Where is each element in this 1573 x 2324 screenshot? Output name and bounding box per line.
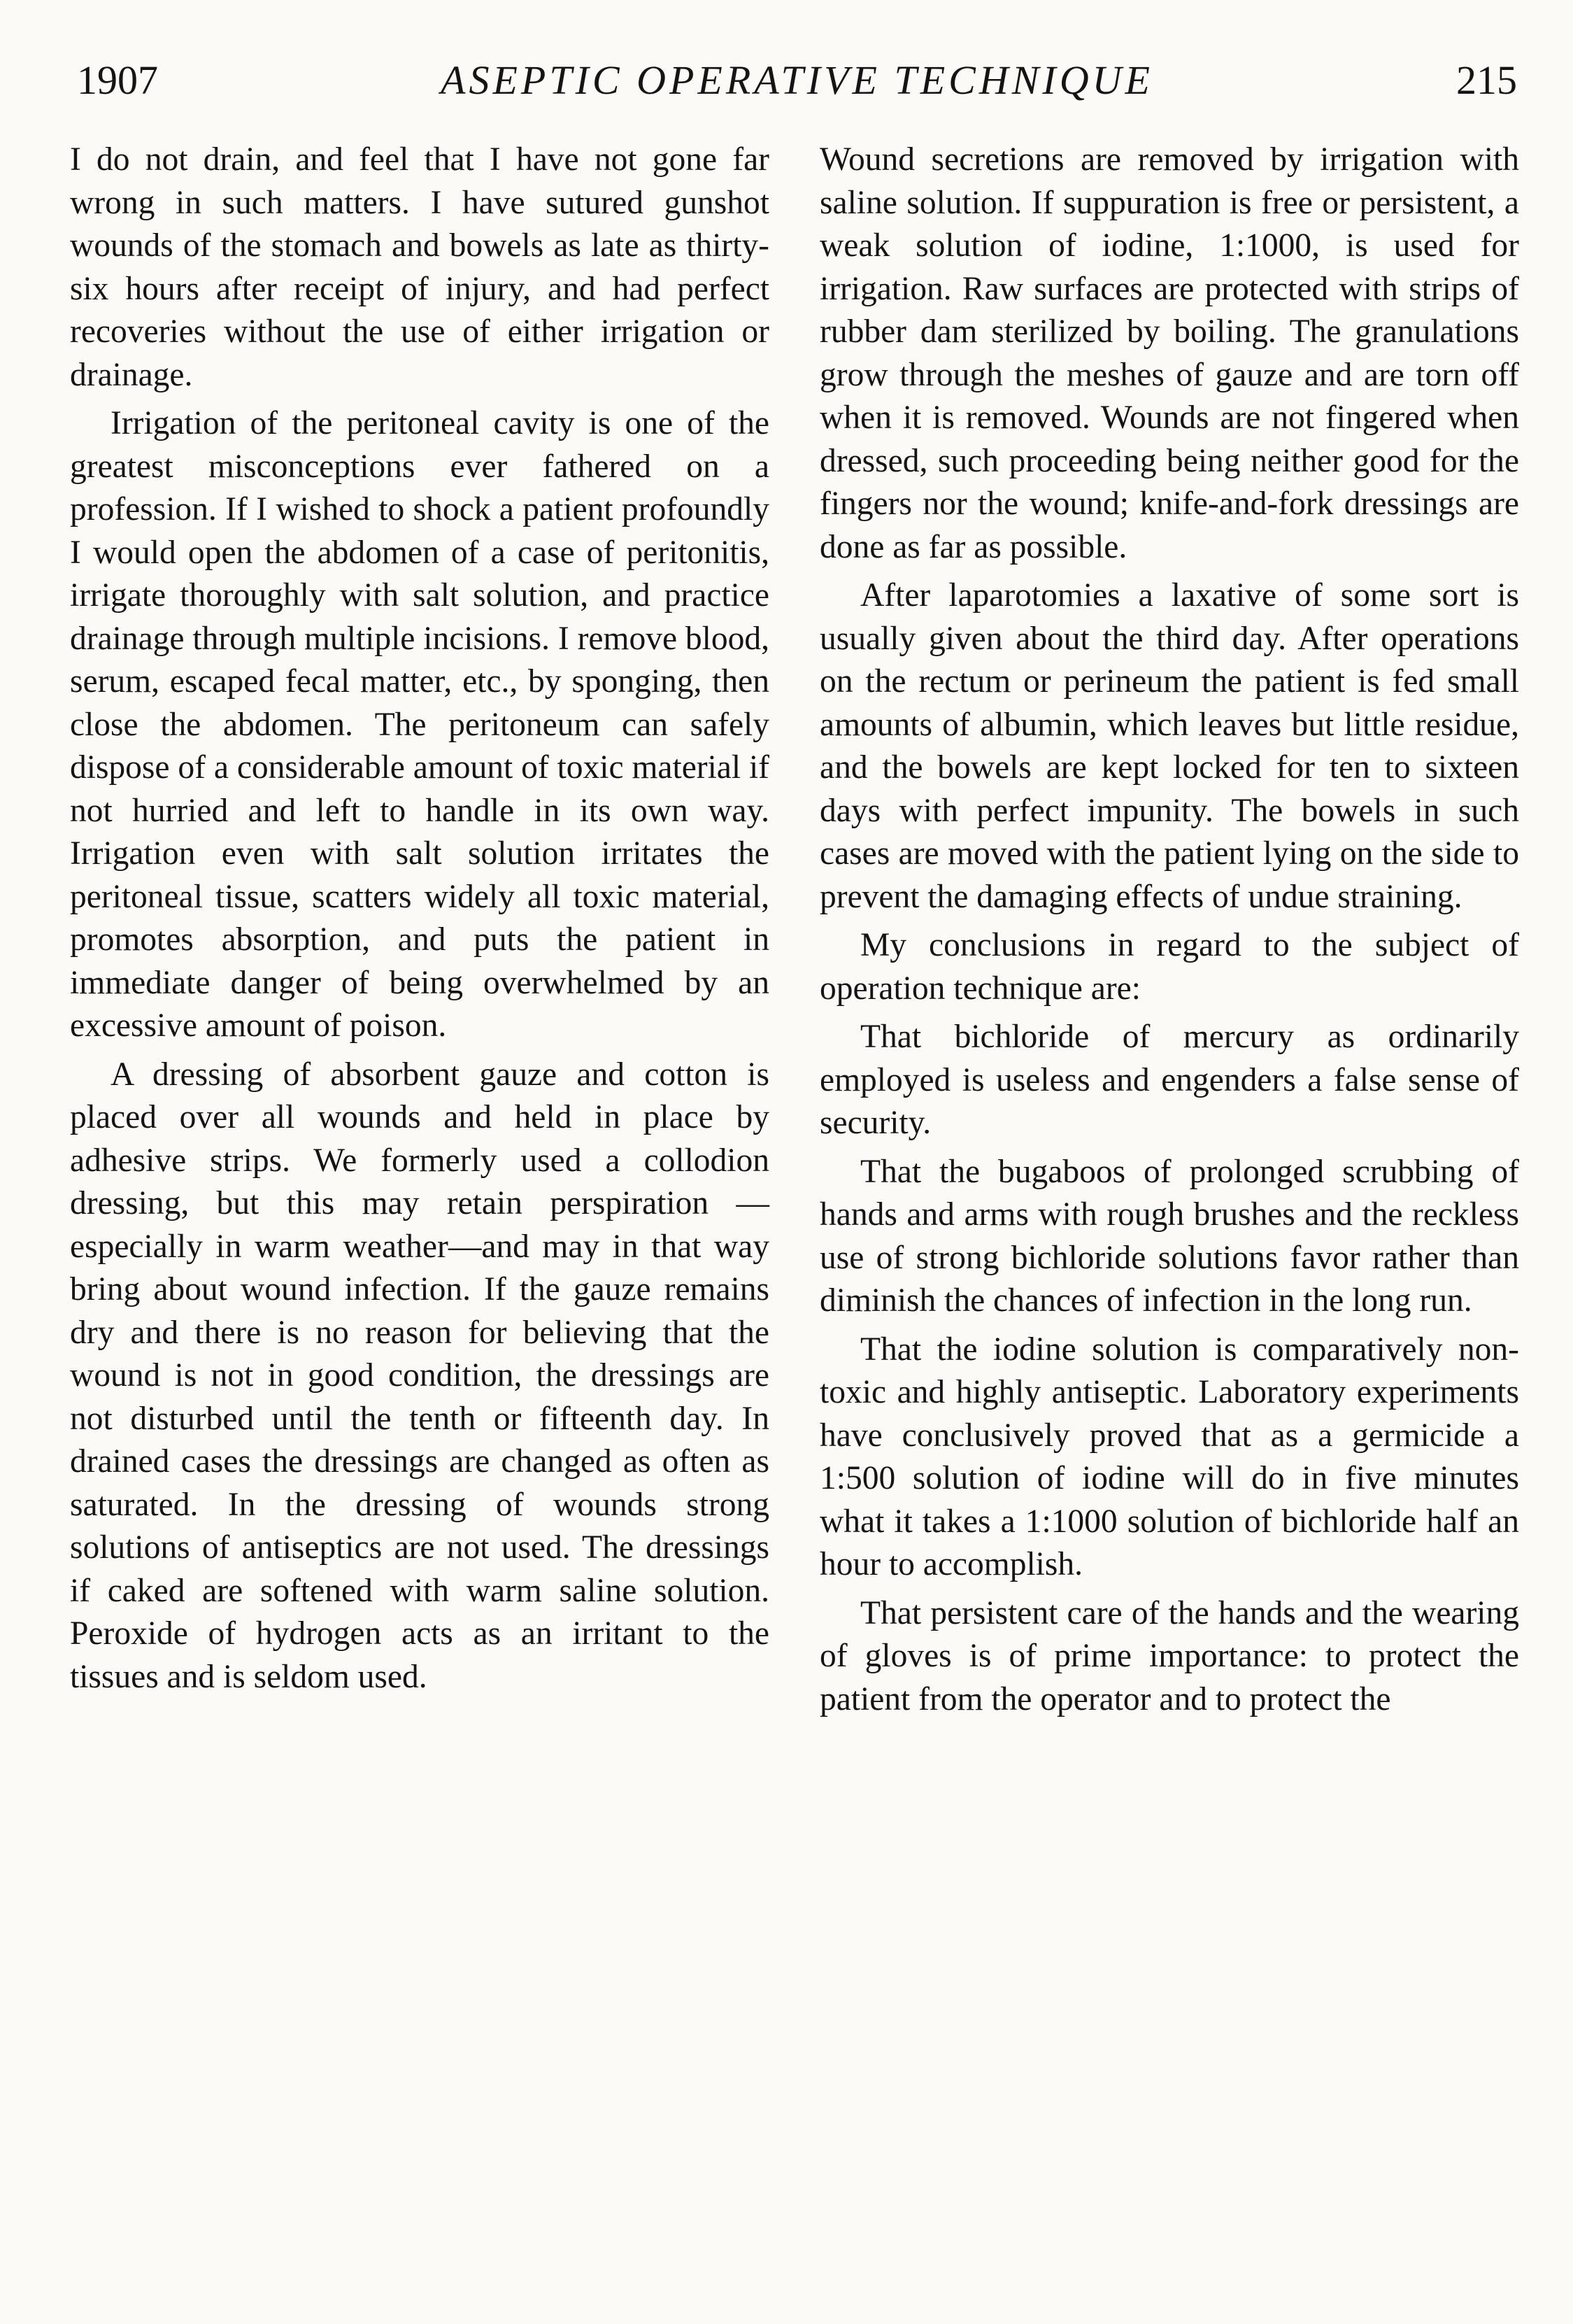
paragraph: I do not drain, and feel that I have not gone far wrong in such matters. I have sutured gunshot wounds of the stomach and bowels as late as thirty-six hours after receipt of injury, and had perfect recoveries without the use of either irrigation or drainage. xyxy=(70,141,769,393)
page-number: 215 xyxy=(1456,57,1517,103)
paragraph: A dressing of absorbent gauze and cotton is placed over all wounds and held in place by adhesive strips. We formerly used a collodion dressing, but this may retain perspiration —especially in warm weather—and may in that way bring about wound infection. If the gauze remains dry and there is no reason for believing that the wound is not in good condition, the dressings are not disturbed until the tenth or fifteenth day. In drained cases the dressings are changed as often as saturated. In the dressing of wounds strong solutions of antiseptics are not used. The dressings if caked are softened with warm saline solution. Peroxide of hydrogen acts as an irritant to the tissues and is seldom used. xyxy=(70,1056,769,1695)
left-column xyxy=(70,139,769,1704)
right-column xyxy=(820,139,1519,1727)
paragraph: That the iodine solution is comparatively non-toxic and highly antiseptic. Laboratory experiments have conclusively proved that as a germicide a 1:500 solution of iodine will do in five minutes what it takes a 1:1000 solution of bichloride half an hour to accomplish. xyxy=(820,1331,1519,1582)
paragraph: Wound secretions are removed by irrigation with saline solution. If suppuration is free or persistent, a weak solution of iodine, 1:1000, is used for irrigation. Raw surfaces are protected with strips of rubber dam sterilized by boiling. The granulations grow through the meshes of gauze and are torn off when it is removed. Wounds are not fingered when dressed, such proceeding being neither good for the fingers nor the wound; knife-and-fork dressings are done as far as possible. xyxy=(820,141,1519,565)
running-header xyxy=(77,49,1517,112)
header-year: 1907 xyxy=(77,57,158,103)
paragraph: That bichloride of mercury as ordinarily employed is useless and engenders a false sense of security. xyxy=(820,1019,1519,1141)
paragraph: After laparotomies a laxative of some sort is usually given about the third day. After operations on the rectum or perineum the patient is fed small amounts of albumin, which leaves but little residue, and the bowels are kept locked for ten to sixteen days with perfect impunity. The bowels in such cases are moved with the patient lying on the side to prevent the damaging effects of undue straining. xyxy=(820,577,1519,915)
paragraph: That persistent care of the hands and the wearing of gloves is of prime importance: to protect the patient from the operator and to protect the xyxy=(820,1594,1519,1717)
paragraph: My conclusions in regard to the subject of operation technique are: xyxy=(820,927,1519,1007)
paragraph: Irrigation of the peritoneal cavity is one of the greatest misconceptions ever fathered on a profession. If I wished to shock a patient profoundly I would open the abdomen of a case of peritonitis, irrigate thoroughly with salt solution, and practice drainage through multiple incisions. I remove blood, serum, escaped fecal matter, etc., by sponging, then close the abdomen. The peritoneum can safely dispose of a considerable amount of toxic material if not hurried and left to handle in its own way. Irrigation even with salt solution irritates the peritoneal tissue, scatters widely all toxic material, promotes absorption, and puts the patient in immediate danger of being overwhelmed by an excessive amount of poison. xyxy=(70,405,769,1044)
header-title: ASEPTIC OPERATIVE TECHNIQUE xyxy=(441,57,1153,103)
paragraph: That the bugaboos of prolonged scrubbing of hands and arms with rough brushes and the reckless use of strong bichloride solutions favor rather than diminish the chances of infection in the long run. xyxy=(820,1153,1519,1319)
